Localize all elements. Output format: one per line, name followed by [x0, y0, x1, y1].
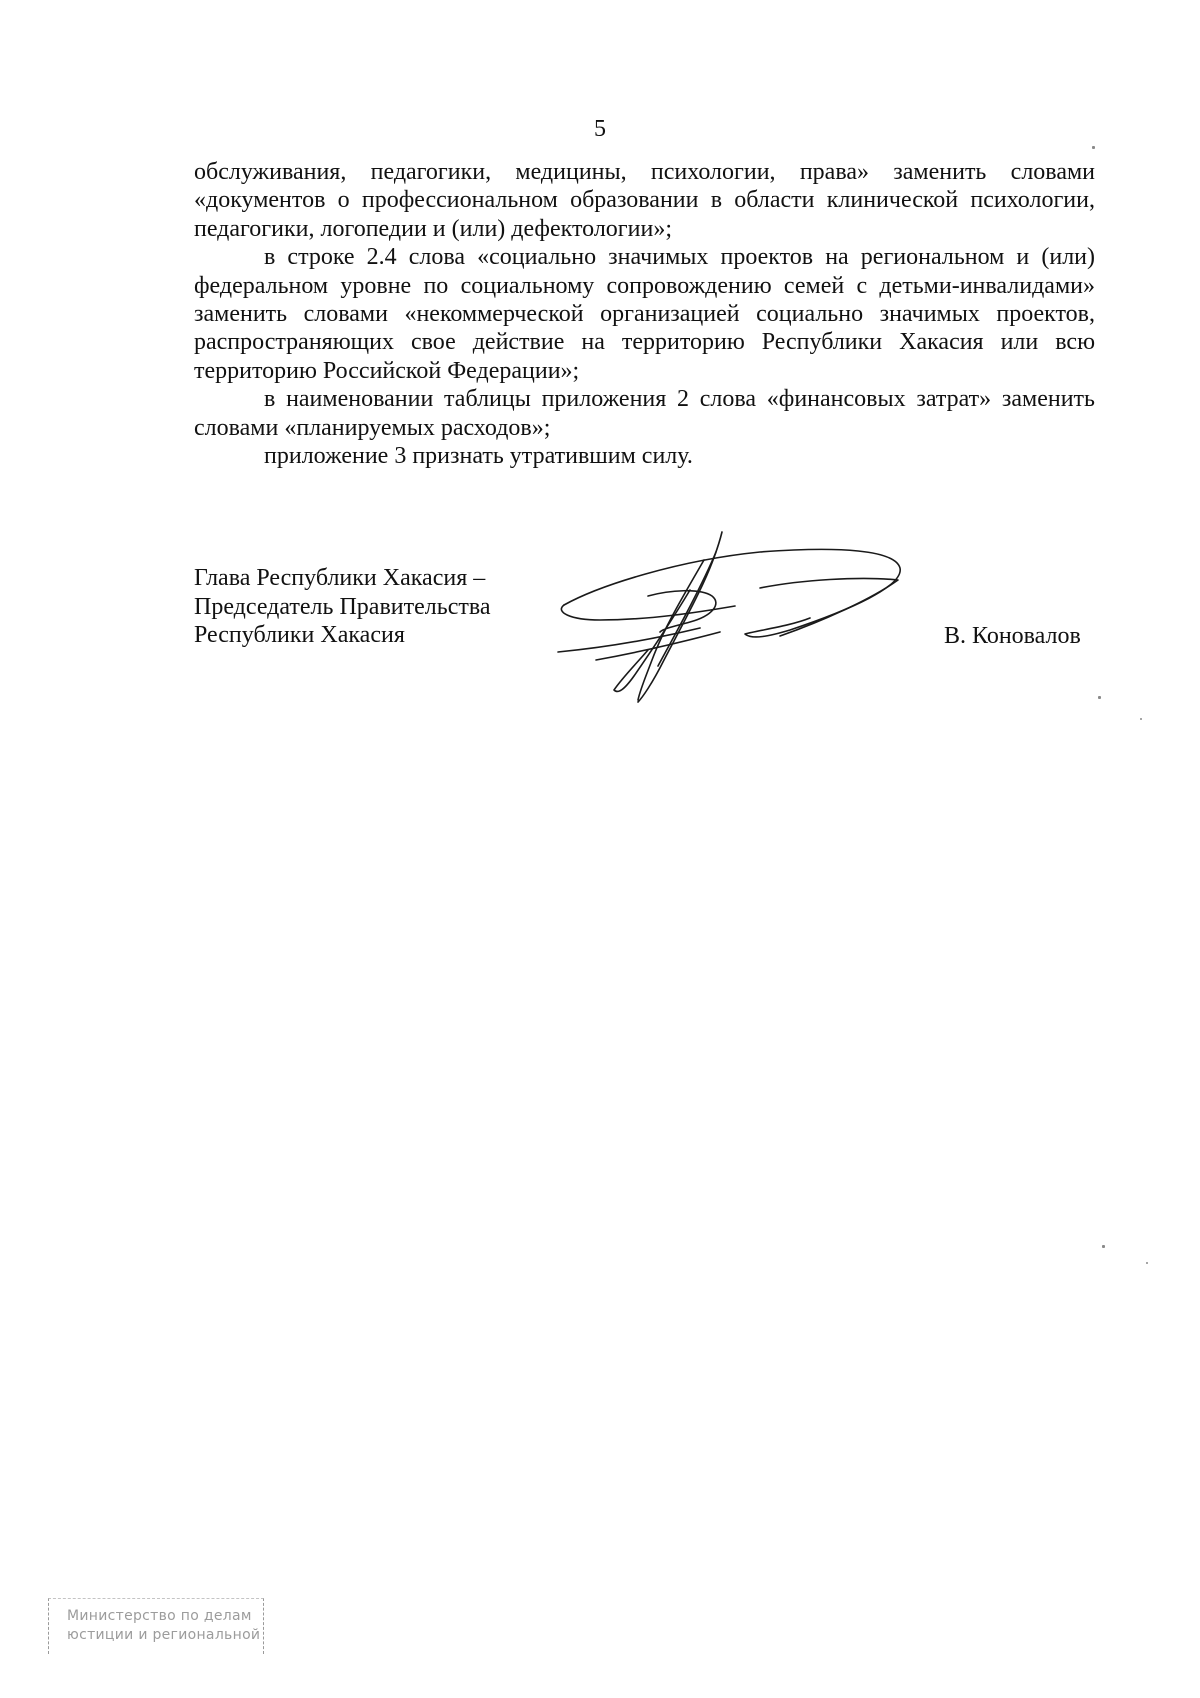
stamp-line: юстиции и региональной [67, 1627, 261, 1643]
paragraph-appendix-2: в наименовании таблицы приложения 2 слова «финансовых затрат» заменить словами «планируемых расходов»; [194, 386, 1095, 441]
signatory-position-line: Республики Хакасия [194, 622, 405, 648]
scan-speck [1092, 146, 1095, 149]
signatory-position-line: Председатель Правительства [194, 593, 491, 620]
page-number: 5 [594, 116, 606, 142]
signatory-position-line: Глава Республики Хакасия – [194, 565, 486, 591]
paragraph-line-2-4: в строке 2.4 слова «социально значимых проектов на региональном и (или) федеральном уровне по социальному сопровождению семей с детьми-инвалидами» заменить словами «некоммерческой организацией социально значимых проектов, распространяющих свое действие на территорию Республики Хакасия или всю территорию Российской Федерации»; [194, 244, 1095, 384]
registration-stamp [48, 1598, 264, 1654]
paragraph-appendix-3: приложение 3 признать утратившим силу. [264, 443, 693, 470]
paragraph-continuation: обслуживания, педагогики, медицины, психологии, права» заменить словами «документов о профессиональном образовании в области клинической психологии, педагогики, логопедии и (или) дефектологии»; [194, 159, 1095, 242]
scan-speck [1102, 1245, 1105, 1248]
scan-speck [1146, 1262, 1148, 1264]
scan-speck [1140, 718, 1142, 720]
stamp-line: Министерство по делам [67, 1608, 252, 1624]
signatory-name: В. Коновалов [944, 623, 1081, 649]
scan-speck [1098, 696, 1101, 699]
